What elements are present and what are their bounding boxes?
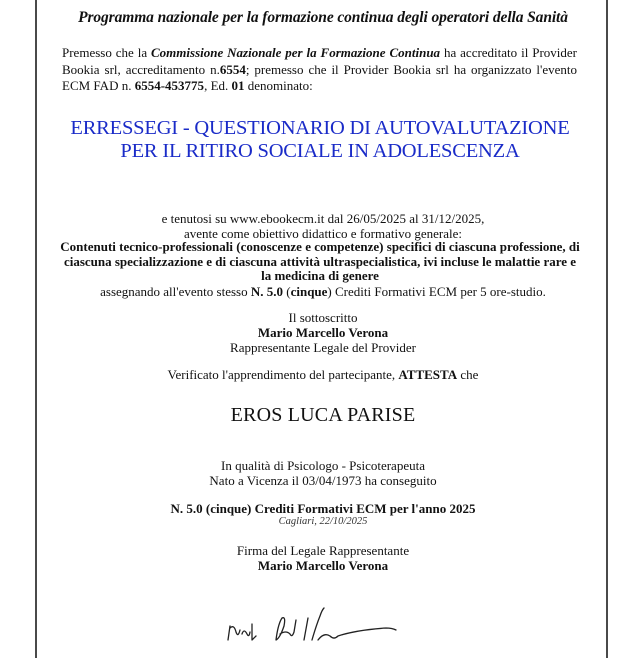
- credits-number: N. 5.0: [250, 284, 283, 299]
- objective-label: avente come obiettivo didattico e formativo generale:: [184, 226, 462, 241]
- event-title: ERRESSEGI - QUESTIONARIO DI AUTOVALUTAZIONE PER IL RITIRO SOCIALE IN ADOLESCENZA: [70, 117, 570, 162]
- intro-text-3: ; premesso che il Provider Bookia srl ha organizzato l'evento ECM FAD n.: [62, 61, 578, 93]
- credits-word: cinque: [290, 284, 328, 299]
- intro-paragraph: [62, 45, 577, 95]
- commission-name: Commissione Nazionale per la Formazione Continua: [151, 45, 441, 60]
- intro-text-1: Premesso che la: [62, 45, 152, 60]
- event-number: 6554-453775: [134, 78, 205, 93]
- accreditation-number: 6554: [219, 61, 246, 77]
- participant-birth: Nato a Vicenza il 03/04/1973 ha conseguito: [209, 473, 437, 488]
- handwritten-signature: [216, 604, 416, 644]
- signature-name: Mario Marcello Verona: [257, 558, 389, 573]
- event-credits: [36, 284, 610, 299]
- event-objective: Contenuti tecnico-professionali (conoscenze e competenze) specifici di ciascuna professione, di ciascuna specializzazione e di ciascuna attività ultraspecialistica, ivi incluse le malattie rare e la medicina di genere: [60, 239, 580, 283]
- edition-number: 01: [231, 78, 245, 93]
- credits-paren-close: ): [327, 284, 332, 299]
- attestation-suffix: che: [457, 367, 479, 382]
- place-date: Cagliari, 22/10/2025: [278, 516, 368, 527]
- signature-label: Firma del Legale Rappresentante: [236, 543, 410, 558]
- intro-text-4: , Ed.: [204, 78, 232, 93]
- program-header: Programma nazionale per la formazione continua degli operatori della Sanità: [78, 9, 568, 26]
- intro-text-5: denominato:: [244, 78, 313, 93]
- participant-qualification: In qualità di Psicologo - Psicoterapeuta: [221, 458, 425, 473]
- signatory-name: Mario Marcello Verona: [257, 325, 389, 340]
- credits-prefix: assegnando all'evento stesso: [100, 284, 251, 299]
- credits-paren-open: (: [282, 284, 291, 299]
- attestation-prefix: Verificato l'apprendimento del partecipante,: [167, 367, 399, 382]
- credits-suffix: Crediti Formativi ECM per 5 ore-studio.: [331, 284, 546, 299]
- awarded-credits: N. 5.0 (cinque) Crediti Formativi ECM per l'anno 2025: [170, 501, 476, 516]
- signatory-intro: Il sottoscritto: [288, 310, 358, 325]
- intro-text-2: ha accreditato il Provider Bookia srl, accreditamento n.: [62, 45, 577, 77]
- event-held-on: e tenutosi su www.ebookecm.it dal 26/05/2025 al 31/12/2025,: [161, 211, 485, 226]
- participant-name: EROS LUCA PARISE: [230, 404, 416, 426]
- signatory-role: Rappresentante Legale del Provider: [230, 340, 416, 355]
- attestation-line: [36, 367, 610, 382]
- attestation-keyword: ATTESTA: [398, 367, 458, 382]
